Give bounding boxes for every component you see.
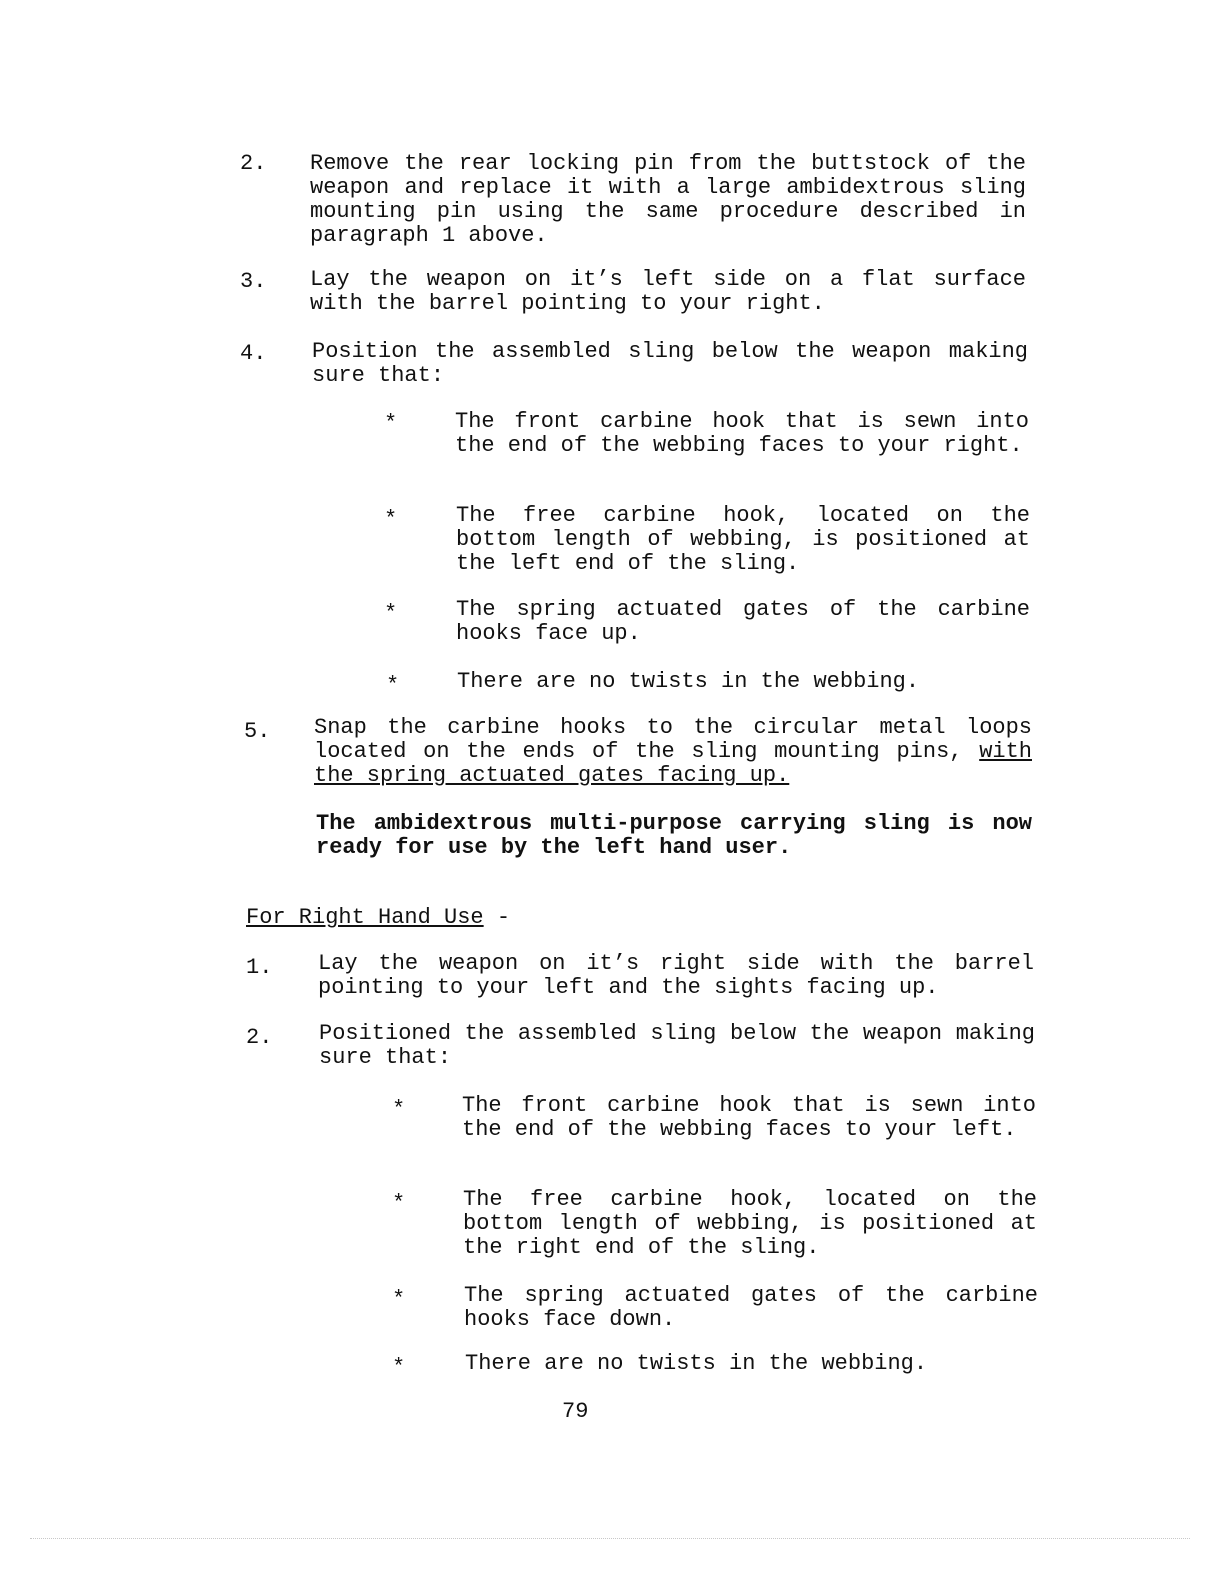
item-text-underlined: with the spring actuated gates facing up. — [314, 739, 1032, 788]
bullet-icon: * — [392, 1097, 406, 1122]
bullet-icon: * — [392, 1355, 406, 1380]
bullet-text: The front carbine hook that is sewn into the end of the webbing faces to your right. — [455, 409, 1029, 458]
bullet-text: There are no twists in the webbing. — [465, 1351, 928, 1376]
item-number: 5. — [244, 719, 271, 744]
item-text-main: Snap the carbine hooks to the circular metal loops located on the ends of the sling mounting pins, — [314, 715, 1032, 764]
bullet-icon: * — [384, 601, 398, 626]
item-number: 4. — [240, 341, 267, 366]
heading-suffix: - — [483, 905, 511, 930]
bullet-icon: * — [392, 1287, 406, 1312]
bullet-icon: * — [386, 673, 400, 698]
bullet-text: The spring actuated gates of the carbine hooks face up. — [456, 597, 1030, 646]
item-text: Lay the weapon on it’s right side with the barrel pointing to your left and the sights facing up. — [318, 951, 1034, 1000]
bullet-icon: * — [384, 507, 398, 532]
item-text: Position the assembled sling below the weapon making sure that: — [312, 339, 1028, 388]
item-text: Positioned the assembled sling below the weapon making sure that: — [319, 1021, 1035, 1070]
bullet-text: The free carbine hook, located on the bottom length of webbing, is positioned at the left end of the sling. — [456, 503, 1030, 576]
conclusion-text: The ambidextrous multi-purpose carrying sling is now ready for use by the left hand user. — [316, 811, 1032, 860]
item-text: Lay the weapon on it’s left side on a flat surface with the barrel pointing to your right. — [310, 267, 1026, 316]
bullet-text: The spring actuated gates of the carbine hooks face down. — [464, 1283, 1038, 1332]
bullet-icon: * — [392, 1191, 406, 1216]
page-number: 79 — [562, 1399, 589, 1424]
item-number: 2. — [246, 1025, 273, 1050]
item-number: 3. — [240, 269, 267, 294]
item-text: Remove the rear locking pin from the buttstock of the weapon and replace it with a large ambidextrous sling mounting pin using the same procedure described in paragraph 1 above. — [310, 151, 1026, 248]
item-number: 1. — [246, 955, 273, 980]
item-text — [314, 716, 1032, 788]
bullet-text: The free carbine hook, located on the bottom length of webbing, is positioned at the right end of the sling. — [463, 1187, 1037, 1260]
item-number: 2. — [240, 151, 267, 176]
bullet-text: The front carbine hook that is sewn into the end of the webbing faces to your left. — [462, 1093, 1036, 1142]
section-heading — [246, 906, 510, 930]
scan-artifact-divider — [30, 1538, 1190, 1540]
bullet-text: There are no twists in the webbing. — [457, 669, 920, 694]
heading-label: For Right Hand Use — [246, 905, 484, 930]
bullet-icon: * — [384, 411, 398, 436]
